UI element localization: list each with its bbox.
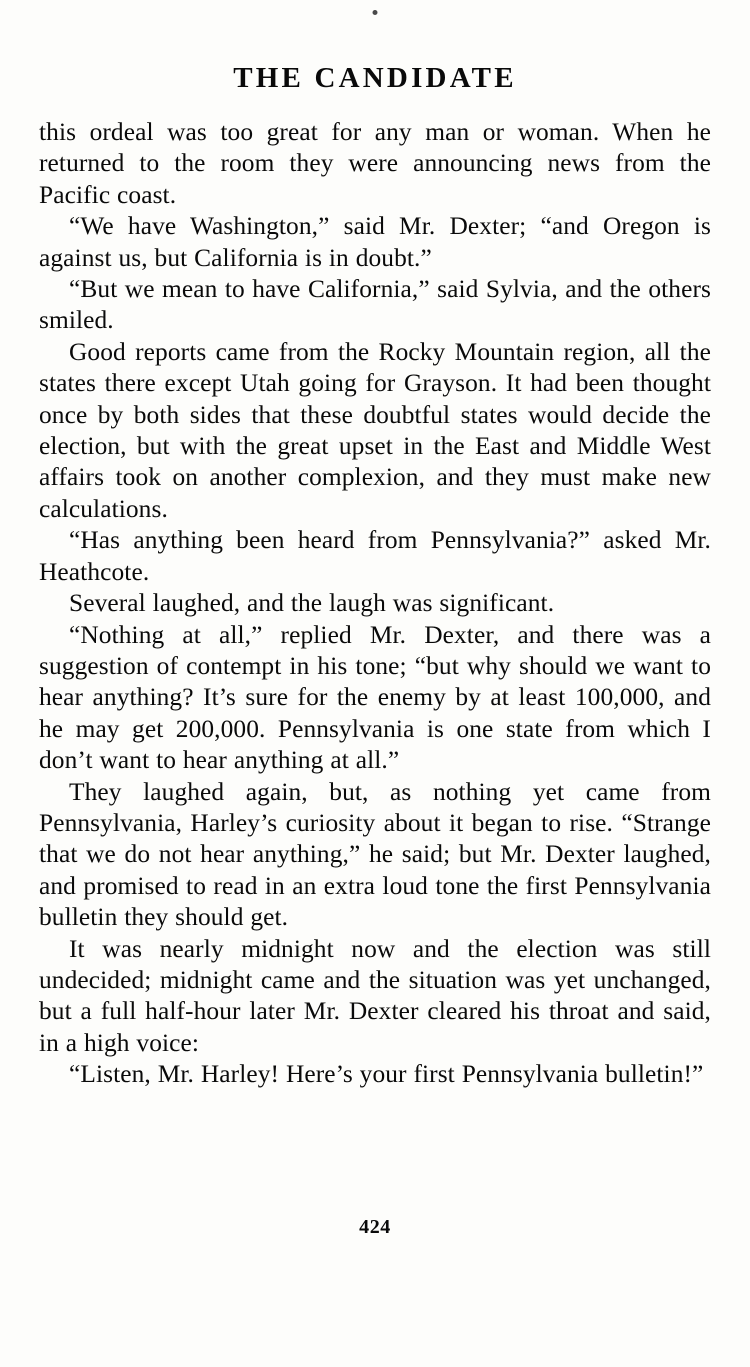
paragraph: “But we mean to have California,” said Sylvia, and the others smiled. (39, 275, 711, 335)
paragraph: It was nearly midnight now and the election was still undecided; midnight came and the situation was yet unchanged, but a full half-hour later Mr. Dexter cleared his throat and said, in a high voice: (39, 934, 711, 1057)
paragraph: “Listen, Mr. Harley! Here’s your first Pennsylvania bulletin!” (69, 1060, 704, 1089)
paragraph: They laughed again, but, as nothing yet came from Pennsylvania, Harley’s curiosity about it began to rise. “Strange that we do not hear anything,” he said; but Mr. Dexter laughed, and promised to read in an extra loud tone the first Pennsylvania bulletin they should get. (39, 777, 711, 932)
page-body (39, 95, 711, 1091)
page-title: THE CANDIDATE (233, 62, 517, 94)
paragraph: “Nothing at all,” replied Mr. Dexter, and there was a suggestion of contempt in his tone; “but why should we want to hear anything? It’s sure for the enemy by at least 100,000, and he may get 200,000. Pennsylvania is one state from which I don’t want to hear anything at all.” (39, 620, 711, 775)
paragraph: this ordeal was too great for any man or woman. When he returned to the room they were announcing news from the Pacific coast. (39, 118, 711, 209)
printers-dot-icon (373, 10, 378, 15)
paragraph: Several laughed, and the laugh was significant. (69, 589, 555, 618)
page-number: 424 (359, 1216, 391, 1238)
paragraph: “We have Washington,” said Mr. Dexter; “and Oregon is against us, but California is in doubt.” (39, 212, 711, 272)
paragraph: Good reports came from the Rocky Mountain region, all the states there except Utah going for Grayson. It had been thought once by both sides that these doubtful states would decide the election, but with the great upset in the East and Middle West affairs took on another complexion, and they must make new calculations. (39, 337, 711, 523)
paragraph: “Has anything been heard from Pennsylvania?” asked Mr. Heathcote. (39, 526, 711, 586)
